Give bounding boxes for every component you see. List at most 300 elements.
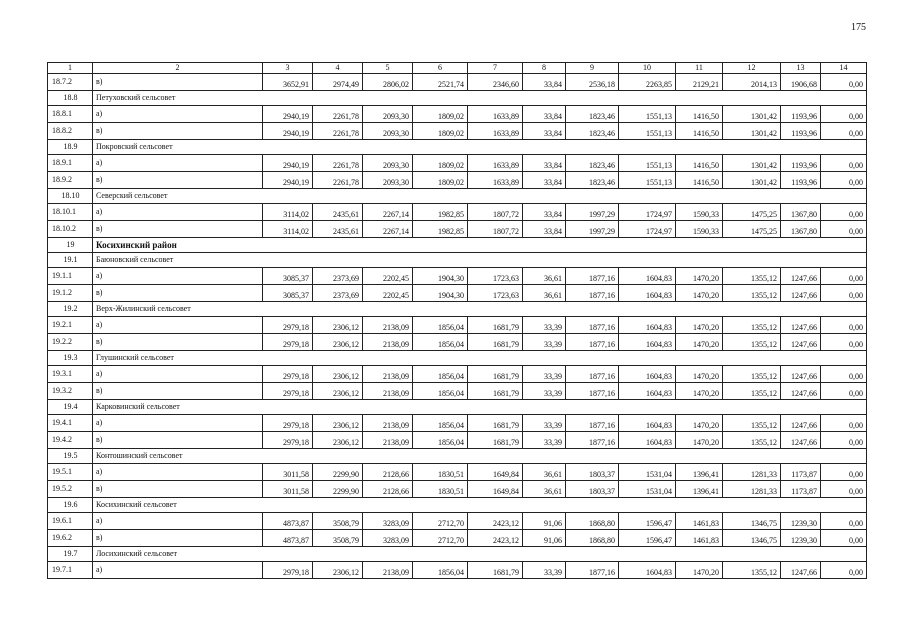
row-code: 18.8.2 [48, 123, 93, 140]
value-cell: 36,61 [523, 268, 566, 285]
value-cell: 2806,02 [363, 74, 413, 91]
value-cell: 1247,66 [781, 562, 821, 579]
value-cell: 1803,37 [566, 464, 619, 481]
value-cell: 2299,90 [313, 481, 363, 498]
value-cell: 3508,79 [313, 513, 363, 530]
column-header: 1 [48, 63, 93, 74]
value-cell: 2138,09 [363, 383, 413, 400]
value-cell: 1367,80 [781, 204, 821, 221]
value-cell: 1301,42 [723, 106, 781, 123]
table-row [48, 204, 867, 221]
value-cell: 1724,97 [619, 221, 676, 238]
value-cell: 3085,37 [263, 285, 313, 302]
value-cell: 1355,12 [723, 366, 781, 383]
council-row [48, 302, 867, 317]
row-code: 18.8.1 [48, 106, 93, 123]
value-cell: 1681,79 [468, 334, 523, 351]
value-cell: 1803,37 [566, 481, 619, 498]
value-cell: 1301,42 [723, 155, 781, 172]
value-cell: 1877,16 [566, 432, 619, 449]
row-code: 18.9.2 [48, 172, 93, 189]
value-cell: 2979,18 [263, 383, 313, 400]
value-cell: 2138,09 [363, 562, 413, 579]
tariff-table [47, 62, 867, 579]
value-cell: 0,00 [821, 432, 867, 449]
table-row [48, 74, 867, 91]
value-cell: 1856,04 [413, 317, 468, 334]
value-cell: 3011,58 [263, 464, 313, 481]
row-label: в) [93, 74, 263, 91]
table-row [48, 268, 867, 285]
column-header: 11 [676, 63, 723, 74]
column-header: 14 [821, 63, 867, 74]
column-header: 4 [313, 63, 363, 74]
value-cell: 1173,87 [781, 464, 821, 481]
value-cell: 2940,19 [263, 106, 313, 123]
value-cell: 1590,33 [676, 204, 723, 221]
value-cell: 2306,12 [313, 415, 363, 432]
row-code: 19.1 [48, 253, 93, 268]
row-code: 19.6.1 [48, 513, 93, 530]
value-cell: 1193,96 [781, 172, 821, 189]
value-cell: 1470,20 [676, 334, 723, 351]
column-header: 12 [723, 63, 781, 74]
value-cell: 36,61 [523, 481, 566, 498]
value-cell: 2138,09 [363, 432, 413, 449]
value-cell: 1355,12 [723, 415, 781, 432]
value-cell: 2423,12 [468, 530, 523, 547]
value-cell: 1247,66 [781, 268, 821, 285]
row-code: 19.2.2 [48, 334, 93, 351]
row-label: а) [93, 415, 263, 432]
value-cell: 2979,18 [263, 432, 313, 449]
value-cell: 1247,66 [781, 317, 821, 334]
council-name: Лосихинский сельсовет [93, 547, 867, 562]
table-row [48, 221, 867, 238]
value-cell: 1346,75 [723, 530, 781, 547]
value-cell: 33,39 [523, 415, 566, 432]
value-cell: 0,00 [821, 74, 867, 91]
row-code: 18.9 [48, 140, 93, 155]
value-cell: 3011,58 [263, 481, 313, 498]
value-cell: 1856,04 [413, 383, 468, 400]
row-code: 19.4 [48, 400, 93, 415]
row-label: а) [93, 562, 263, 579]
value-cell: 1301,42 [723, 123, 781, 140]
value-cell: 1470,20 [676, 562, 723, 579]
council-row [48, 547, 867, 562]
value-cell: 1193,96 [781, 155, 821, 172]
value-cell: 0,00 [821, 317, 867, 334]
value-cell: 2373,69 [313, 268, 363, 285]
value-cell: 2261,78 [313, 106, 363, 123]
value-cell: 1247,66 [781, 415, 821, 432]
value-cell: 0,00 [821, 285, 867, 302]
value-cell: 1877,16 [566, 415, 619, 432]
row-code: 18.9.1 [48, 155, 93, 172]
council-name: Северский сельсовет [93, 189, 867, 204]
row-code: 19.6 [48, 498, 93, 513]
value-cell: 33,84 [523, 74, 566, 91]
row-code: 19.1.2 [48, 285, 93, 302]
value-cell: 33,84 [523, 155, 566, 172]
value-cell: 2979,18 [263, 562, 313, 579]
value-cell: 1239,30 [781, 530, 821, 547]
value-cell: 1681,79 [468, 383, 523, 400]
row-code: 18.8 [48, 91, 93, 106]
row-label: а) [93, 106, 263, 123]
row-code: 18.10.1 [48, 204, 93, 221]
value-cell: 1604,83 [619, 268, 676, 285]
value-cell: 1470,20 [676, 317, 723, 334]
value-cell: 1604,83 [619, 317, 676, 334]
value-cell: 1193,96 [781, 123, 821, 140]
value-cell: 3085,37 [263, 268, 313, 285]
table-row [48, 562, 867, 579]
value-cell: 1470,20 [676, 268, 723, 285]
row-label: в) [93, 530, 263, 547]
value-cell: 1856,04 [413, 366, 468, 383]
value-cell: 1724,97 [619, 204, 676, 221]
value-cell: 1681,79 [468, 366, 523, 383]
value-cell: 2974,49 [313, 74, 363, 91]
value-cell: 1633,89 [468, 172, 523, 189]
value-cell: 1997,29 [566, 204, 619, 221]
value-cell: 1416,50 [676, 172, 723, 189]
row-code: 19.2 [48, 302, 93, 317]
value-cell: 1396,41 [676, 481, 723, 498]
value-cell: 0,00 [821, 415, 867, 432]
row-label: в) [93, 383, 263, 400]
value-cell: 1830,51 [413, 464, 468, 481]
value-cell: 1856,04 [413, 415, 468, 432]
value-cell: 91,06 [523, 530, 566, 547]
value-cell: 1604,83 [619, 383, 676, 400]
value-cell: 1551,13 [619, 172, 676, 189]
value-cell: 2202,45 [363, 268, 413, 285]
value-cell: 1723,63 [468, 268, 523, 285]
value-cell: 1551,13 [619, 123, 676, 140]
value-cell: 1596,47 [619, 530, 676, 547]
value-cell: 1681,79 [468, 415, 523, 432]
value-cell: 2138,09 [363, 317, 413, 334]
value-cell: 0,00 [821, 334, 867, 351]
value-cell: 2435,61 [313, 204, 363, 221]
value-cell: 1355,12 [723, 268, 781, 285]
value-cell: 2306,12 [313, 562, 363, 579]
column-header: 8 [523, 63, 566, 74]
value-cell: 33,84 [523, 123, 566, 140]
value-cell: 1531,04 [619, 481, 676, 498]
value-cell: 3283,09 [363, 530, 413, 547]
value-cell: 0,00 [821, 530, 867, 547]
row-label: а) [93, 204, 263, 221]
value-cell: 1470,20 [676, 432, 723, 449]
row-code: 19.3.1 [48, 366, 93, 383]
value-cell: 0,00 [821, 513, 867, 530]
value-cell: 1604,83 [619, 415, 676, 432]
value-cell: 1604,83 [619, 285, 676, 302]
table-row [48, 513, 867, 530]
value-cell: 2263,85 [619, 74, 676, 91]
value-cell: 1649,84 [468, 464, 523, 481]
council-name: Косихинский сельсовет [93, 498, 867, 513]
value-cell: 1470,20 [676, 415, 723, 432]
value-cell: 0,00 [821, 383, 867, 400]
row-code: 19.3 [48, 351, 93, 366]
value-cell: 1681,79 [468, 317, 523, 334]
column-header: 6 [413, 63, 468, 74]
value-cell: 1604,83 [619, 334, 676, 351]
council-name: Глушинский сельсовет [93, 351, 867, 366]
value-cell: 1355,12 [723, 334, 781, 351]
row-code: 19 [48, 238, 93, 253]
value-cell: 1723,63 [468, 285, 523, 302]
row-code: 19.5 [48, 449, 93, 464]
column-header: 10 [619, 63, 676, 74]
table-row [48, 415, 867, 432]
value-cell: 2267,14 [363, 221, 413, 238]
value-cell: 1633,89 [468, 123, 523, 140]
value-cell: 2979,18 [263, 317, 313, 334]
value-cell: 1823,46 [566, 106, 619, 123]
table-row [48, 366, 867, 383]
value-cell: 2306,12 [313, 432, 363, 449]
value-cell: 1856,04 [413, 334, 468, 351]
column-number-row [48, 63, 867, 74]
value-cell: 1681,79 [468, 562, 523, 579]
council-row [48, 253, 867, 268]
value-cell: 1904,30 [413, 285, 468, 302]
value-cell: 1247,66 [781, 366, 821, 383]
value-cell: 0,00 [821, 221, 867, 238]
value-cell: 1904,30 [413, 268, 468, 285]
value-cell: 33,84 [523, 172, 566, 189]
value-cell: 2093,30 [363, 172, 413, 189]
value-cell: 36,61 [523, 464, 566, 481]
row-code: 19.5.2 [48, 481, 93, 498]
table-body [48, 74, 867, 579]
row-code: 18.10.2 [48, 221, 93, 238]
value-cell: 33,39 [523, 334, 566, 351]
table-row [48, 432, 867, 449]
row-label: в) [93, 123, 263, 140]
value-cell: 0,00 [821, 172, 867, 189]
table-row [48, 155, 867, 172]
value-cell: 1997,29 [566, 221, 619, 238]
value-cell: 91,06 [523, 513, 566, 530]
value-cell: 3652,91 [263, 74, 313, 91]
value-cell: 2979,18 [263, 366, 313, 383]
value-cell: 1807,72 [468, 204, 523, 221]
value-cell: 1470,20 [676, 366, 723, 383]
value-cell: 2346,60 [468, 74, 523, 91]
value-cell: 2093,30 [363, 106, 413, 123]
value-cell: 1301,42 [723, 172, 781, 189]
value-cell: 1247,66 [781, 383, 821, 400]
row-label: а) [93, 464, 263, 481]
row-label: в) [93, 481, 263, 498]
council-row [48, 400, 867, 415]
value-cell: 1461,83 [676, 513, 723, 530]
value-cell: 1247,66 [781, 432, 821, 449]
value-cell: 33,39 [523, 317, 566, 334]
council-name: Петуховский сельсовет [93, 91, 867, 106]
row-label: а) [93, 317, 263, 334]
value-cell: 0,00 [821, 123, 867, 140]
value-cell: 2940,19 [263, 123, 313, 140]
value-cell: 1604,83 [619, 562, 676, 579]
value-cell: 2435,61 [313, 221, 363, 238]
value-cell: 2979,18 [263, 415, 313, 432]
value-cell: 1809,02 [413, 123, 468, 140]
row-code: 19.3.2 [48, 383, 93, 400]
value-cell: 1830,51 [413, 481, 468, 498]
row-code: 19.4.1 [48, 415, 93, 432]
column-header: 3 [263, 63, 313, 74]
value-cell: 1475,25 [723, 204, 781, 221]
value-cell: 1604,83 [619, 432, 676, 449]
value-cell: 1367,80 [781, 221, 821, 238]
row-code: 19.4.2 [48, 432, 93, 449]
table-row [48, 123, 867, 140]
value-cell: 1173,87 [781, 481, 821, 498]
table-header [48, 63, 867, 74]
value-cell: 0,00 [821, 481, 867, 498]
value-cell: 2129,21 [676, 74, 723, 91]
value-cell: 2014,13 [723, 74, 781, 91]
value-cell: 1475,25 [723, 221, 781, 238]
value-cell: 1247,66 [781, 334, 821, 351]
value-cell: 1982,85 [413, 204, 468, 221]
value-cell: 1877,16 [566, 317, 619, 334]
value-cell: 1346,75 [723, 513, 781, 530]
value-cell: 33,84 [523, 204, 566, 221]
value-cell: 1355,12 [723, 432, 781, 449]
value-cell: 36,61 [523, 285, 566, 302]
value-cell: 1531,04 [619, 464, 676, 481]
value-cell: 2306,12 [313, 383, 363, 400]
value-cell: 1823,46 [566, 155, 619, 172]
value-cell: 2536,18 [566, 74, 619, 91]
row-label: а) [93, 366, 263, 383]
value-cell: 33,39 [523, 366, 566, 383]
value-cell: 1982,85 [413, 221, 468, 238]
value-cell: 1877,16 [566, 268, 619, 285]
council-row [48, 351, 867, 366]
value-cell: 2202,45 [363, 285, 413, 302]
district-name: Косихинский район [93, 238, 867, 253]
value-cell: 1633,89 [468, 155, 523, 172]
value-cell: 1823,46 [566, 172, 619, 189]
column-header: 9 [566, 63, 619, 74]
value-cell: 1877,16 [566, 334, 619, 351]
value-cell: 1470,20 [676, 383, 723, 400]
council-row [48, 449, 867, 464]
table-row [48, 317, 867, 334]
value-cell: 1470,20 [676, 285, 723, 302]
row-label: в) [93, 432, 263, 449]
value-cell: 2138,09 [363, 415, 413, 432]
value-cell: 1355,12 [723, 317, 781, 334]
value-cell: 1809,02 [413, 172, 468, 189]
value-cell: 1590,33 [676, 221, 723, 238]
table-row [48, 481, 867, 498]
row-code: 19.1.1 [48, 268, 93, 285]
row-code: 18.10 [48, 189, 93, 204]
column-header: 5 [363, 63, 413, 74]
value-cell: 33,84 [523, 106, 566, 123]
value-cell: 1906,68 [781, 74, 821, 91]
value-cell: 1281,33 [723, 464, 781, 481]
table-row [48, 464, 867, 481]
value-cell: 4873,87 [263, 513, 313, 530]
row-label: в) [93, 285, 263, 302]
value-cell: 0,00 [821, 366, 867, 383]
row-label: а) [93, 268, 263, 285]
row-label: в) [93, 221, 263, 238]
council-name: Карковинский сельсовет [93, 400, 867, 415]
value-cell: 1633,89 [468, 106, 523, 123]
value-cell: 2373,69 [313, 285, 363, 302]
value-cell: 2261,78 [313, 172, 363, 189]
value-cell: 2261,78 [313, 155, 363, 172]
value-cell: 1416,50 [676, 123, 723, 140]
value-cell: 2138,09 [363, 334, 413, 351]
value-cell: 3114,02 [263, 204, 313, 221]
value-cell: 1649,84 [468, 481, 523, 498]
column-header: 13 [781, 63, 821, 74]
value-cell: 1877,16 [566, 285, 619, 302]
council-name: Баюновский сельсовет [93, 253, 867, 268]
value-cell: 1355,12 [723, 562, 781, 579]
value-cell: 1247,66 [781, 285, 821, 302]
value-cell: 2306,12 [313, 366, 363, 383]
value-cell: 1461,83 [676, 530, 723, 547]
value-cell: 1868,80 [566, 513, 619, 530]
value-cell: 33,39 [523, 383, 566, 400]
row-code: 19.7.1 [48, 562, 93, 579]
table-row [48, 383, 867, 400]
value-cell: 33,84 [523, 221, 566, 238]
value-cell: 2093,30 [363, 155, 413, 172]
value-cell: 1416,50 [676, 155, 723, 172]
value-cell: 1807,72 [468, 221, 523, 238]
value-cell: 1416,50 [676, 106, 723, 123]
value-cell: 2128,66 [363, 481, 413, 498]
value-cell: 2712,70 [413, 513, 468, 530]
value-cell: 1551,13 [619, 106, 676, 123]
value-cell: 2299,90 [313, 464, 363, 481]
row-code: 19.7 [48, 547, 93, 562]
value-cell: 1856,04 [413, 562, 468, 579]
value-cell: 2306,12 [313, 317, 363, 334]
value-cell: 2138,09 [363, 366, 413, 383]
value-cell: 1809,02 [413, 155, 468, 172]
table-row [48, 106, 867, 123]
value-cell: 1877,16 [566, 366, 619, 383]
value-cell: 1809,02 [413, 106, 468, 123]
value-cell: 2093,30 [363, 123, 413, 140]
row-label: а) [93, 513, 263, 530]
row-label: в) [93, 334, 263, 351]
value-cell: 1396,41 [676, 464, 723, 481]
value-cell: 2940,19 [263, 172, 313, 189]
value-cell: 3114,02 [263, 221, 313, 238]
row-code: 18.7.2 [48, 74, 93, 91]
value-cell: 0,00 [821, 562, 867, 579]
table-row [48, 285, 867, 302]
